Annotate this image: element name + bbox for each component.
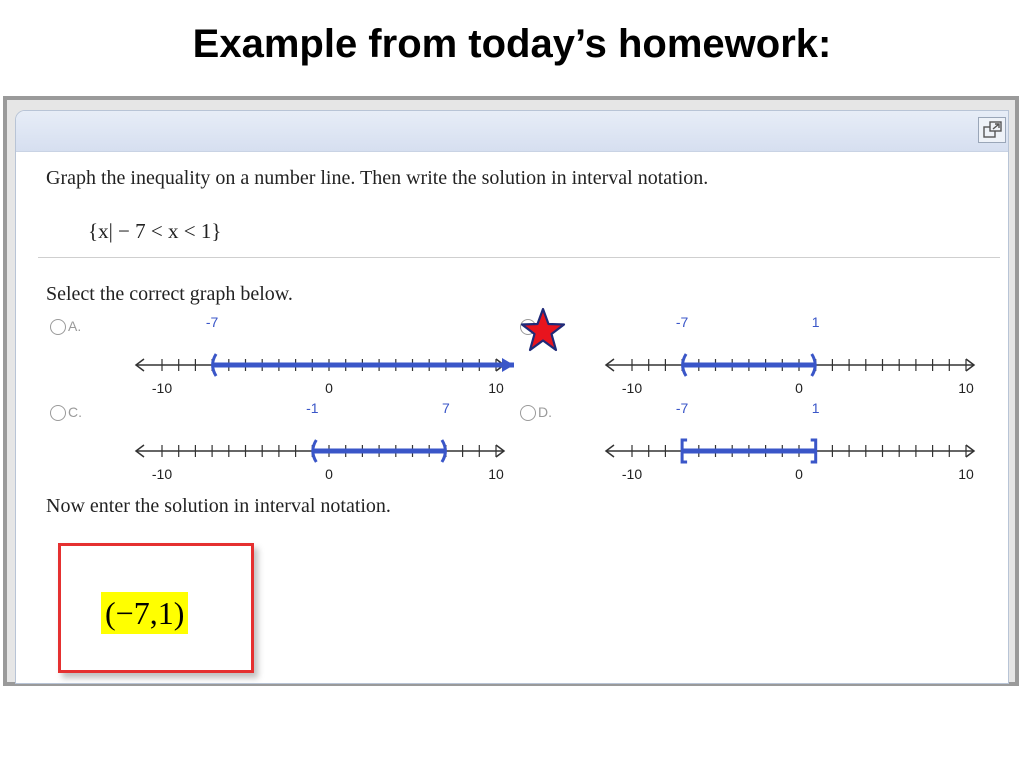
marker-label: -7	[675, 400, 689, 416]
tick-label: -10	[151, 466, 173, 479]
slide-title: Example from today’s homework:	[192, 22, 832, 66]
tick-label: 10	[958, 466, 974, 479]
tick-label: 0	[795, 380, 803, 393]
number-line-c	[116, 393, 516, 479]
enter-prompt: Now enter the solution in interval notation.	[46, 495, 391, 517]
answer-box[interactable]	[58, 543, 254, 673]
question-panel	[15, 110, 1009, 684]
option-a-letter: A.	[68, 318, 82, 334]
expand-button[interactable]	[978, 117, 1006, 143]
tick-label: 10	[488, 466, 504, 479]
solution-arrow	[502, 358, 514, 372]
option-d-letter: D.	[538, 404, 552, 420]
radio-option-c[interactable]	[50, 405, 66, 421]
question-prompt: Graph the inequality on a number line. Then write the solution in interval notation.	[46, 167, 709, 189]
expand-icon	[983, 121, 1003, 139]
tick-label: -10	[621, 466, 643, 479]
marker-label: 1	[811, 400, 820, 416]
number-line-a	[116, 307, 516, 393]
tick-label: -10	[621, 380, 643, 393]
star-icon	[520, 307, 566, 353]
tick-label: 0	[325, 380, 333, 393]
number-line-b	[586, 307, 986, 393]
marker-label: 7	[442, 400, 450, 416]
marker-label: 1	[811, 314, 820, 330]
marker-label: -7	[205, 314, 219, 330]
radio-option-a[interactable]	[50, 319, 66, 335]
tick-label: -10	[151, 380, 173, 393]
option-c-letter: C.	[68, 404, 82, 420]
divider	[38, 257, 1000, 258]
marker-label: -7	[675, 314, 689, 330]
interval-answer: (−7,1)	[101, 592, 188, 634]
select-prompt: Select the correct graph below.	[46, 283, 293, 305]
tick-label: 0	[795, 466, 803, 479]
homework-window	[3, 96, 1019, 686]
marker-label: -1	[306, 400, 319, 416]
panel-header	[16, 111, 1008, 152]
radio-option-d[interactable]	[520, 405, 536, 421]
inequality-set-notation: {x| − 7 < x < 1}	[88, 219, 222, 243]
number-line-d	[586, 393, 986, 479]
tick-label: 10	[488, 380, 504, 393]
tick-label: 0	[325, 466, 333, 479]
tick-label: 10	[958, 380, 974, 393]
